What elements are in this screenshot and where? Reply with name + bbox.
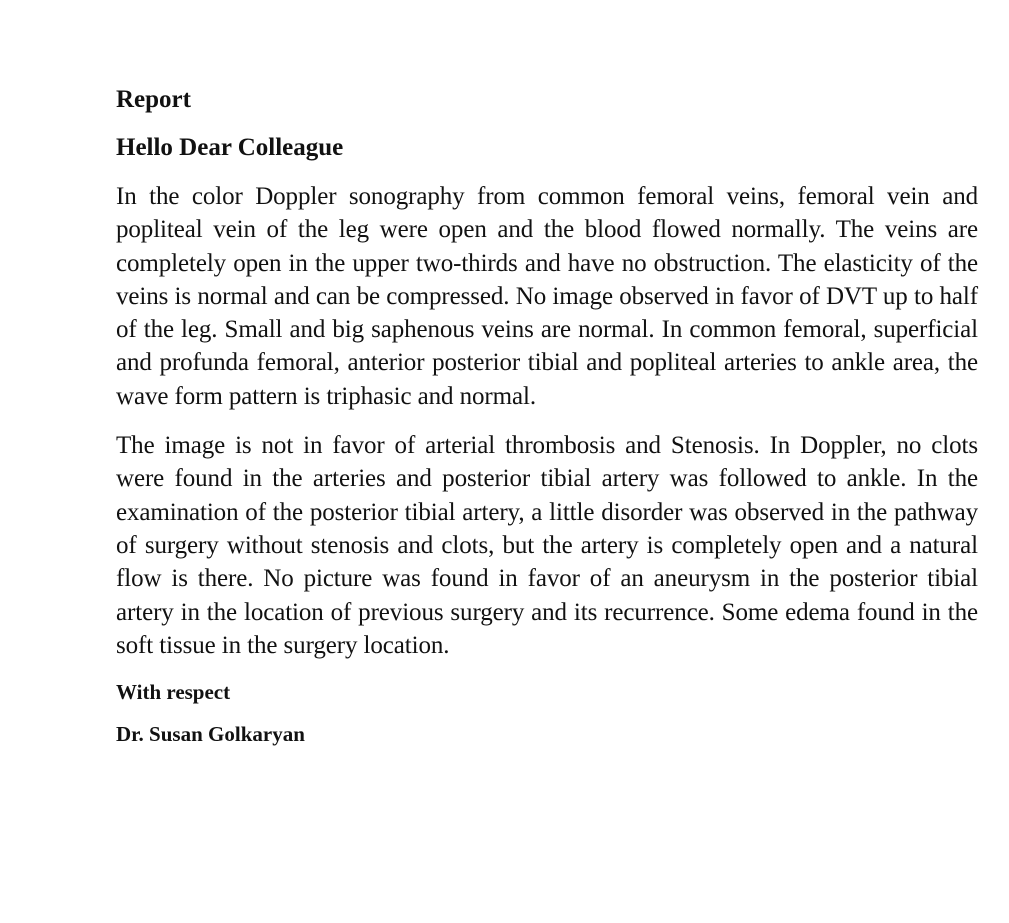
report-paragraph-venous-findings: In the color Doppler sonography from common femoral veins, femoral vein and popliteal vein of the leg were open and the blood flowed normally. The veins are completely open in the upper two-thirds and have no obstruction. The elasticity of the veins is normal and can be compressed. No image observed in favor of DVT up to half of the leg. Small and big saphenous veins are normal. In common femoral, superficial and profunda femoral, anterior posterior tibial and popliteal arteries to ankle area, the wave form pattern is triphasic and normal.: [116, 183, 978, 410]
report-document: [116, 84, 978, 748]
report-title: Report: [116, 86, 191, 113]
report-signature: Dr. Susan Golkaryan: [116, 722, 305, 747]
report-closing: With respect: [116, 680, 231, 705]
report-paragraph-arterial-findings: The image is not in favor of arterial thrombosis and Stenosis. In Doppler, no clots were found in the arteries and posterior tibial artery was followed to ankle. In the examination of the posterior tibial artery, a little disorder was observed in the pathway of surgery without stenosis and clots, but the artery is completely open and a natural flow is there. No picture was found in favor of an aneurysm in the posterior tibial artery in the location of previous surgery and its recurrence. Some edema found in the soft tissue in the surgery location.: [116, 432, 978, 659]
report-greeting: Hello Dear Colleague: [116, 134, 344, 161]
